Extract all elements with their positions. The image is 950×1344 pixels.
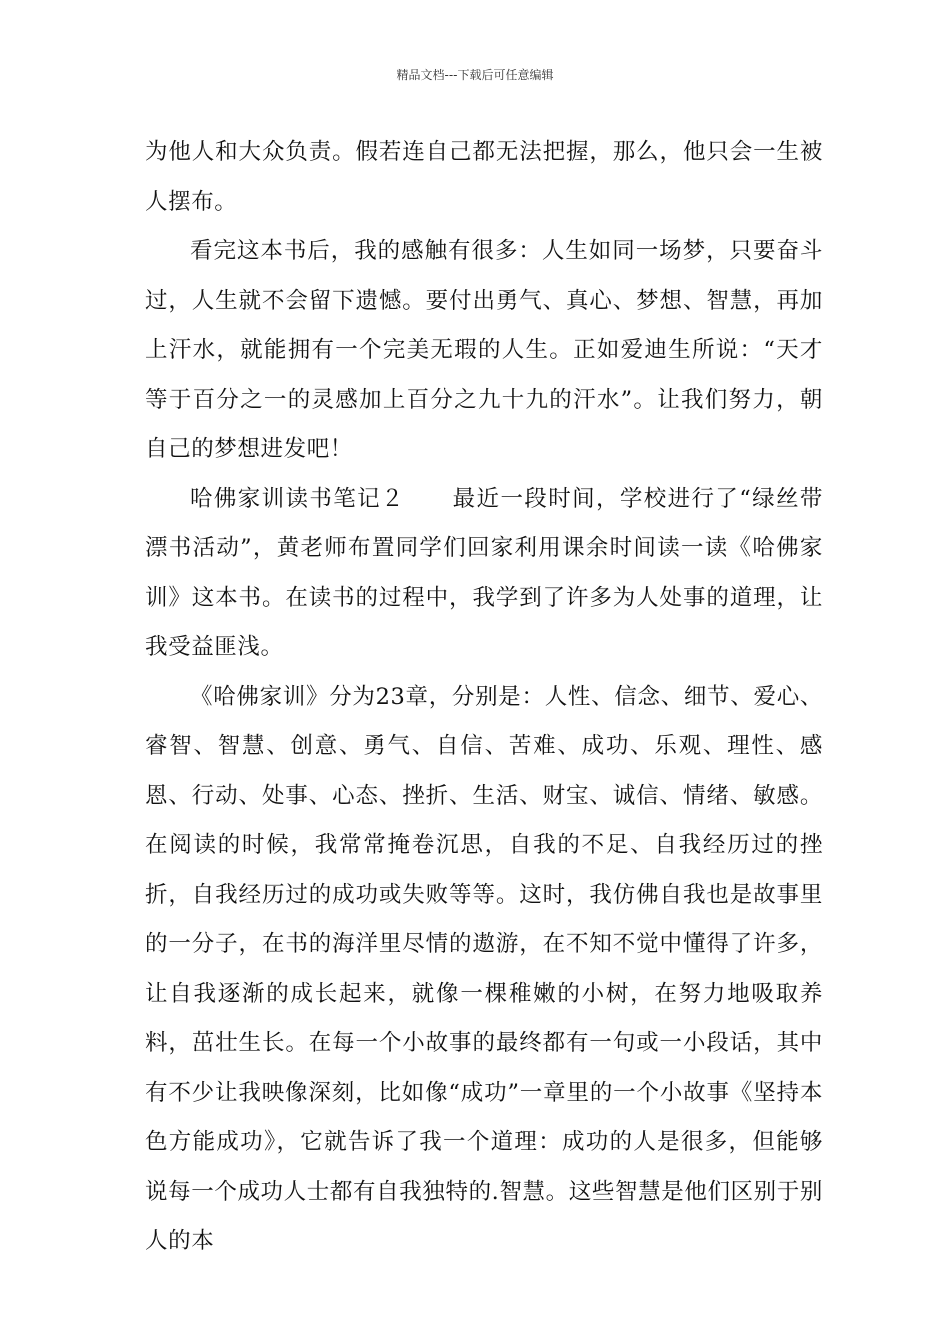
paragraph-2: 看完这本书后，我的感触有很多：人生如同一场梦，只要奋斗过，人生就不会留下遗憾。要付出勇气、真心、梦想、智慧，再加上汗水，就能拥有一个完美无瑕的人生。正如爱迪生所说：“天才等于百分之一的灵感加上百分之九十九的汗水”。让我们努力，朝自己的梦想进发吧！ bbox=[145, 238, 823, 462]
document-body bbox=[145, 128, 823, 1267]
paragraph-3: 哈佛家训读书笔记２ 最近一段时间，学校进行了“绿丝带漂书活动”，黄老师布置同学们回家利用课余时间读一读《哈佛家训》这本书。在读书的过程中，我学到了许多为人处事的道理，让我受益匪浅。 bbox=[145, 485, 823, 660]
page-header: 精品文档---下载后可任意编辑 bbox=[396, 68, 554, 82]
paragraph-4: 《哈佛家训》分为23章，分别是：人性、信念、细节、爱心、睿智、智慧、创意、勇气、自信、苦难、成功、乐观、理性、感恩、行动、处事、心态、挫折、生活、财宝、诚信、情绪、敏感。在阅读的时候，我常常掩卷沉思，自我的不足、自我经历过的挫折，自我经历过的成功或失败等等。这时，我仿佛自我也是故事里的一分子，在书的海洋里尽情的遨游，在不知不觉中懂得了许多，让自我逐渐的成长起来，就像一棵稚嫩的小树，在努力地吸取养料，茁壮生长。在每一个小故事的最终都有一句或一小段话，其中有不少让我映像深刻，比如像“成功”一章里的一个小故事《坚持本色方能成功》，它就告诉了我一个道理：成功的人是很多，但能够说每一个成功人士都有自我独特的.智慧。这些智慧是他们区别于别人的本 bbox=[145, 683, 823, 1254]
paragraph-1: 为他人和大众负责。假若连自己都无法把握，那么，他只会一生被人摆布。 bbox=[145, 139, 823, 215]
